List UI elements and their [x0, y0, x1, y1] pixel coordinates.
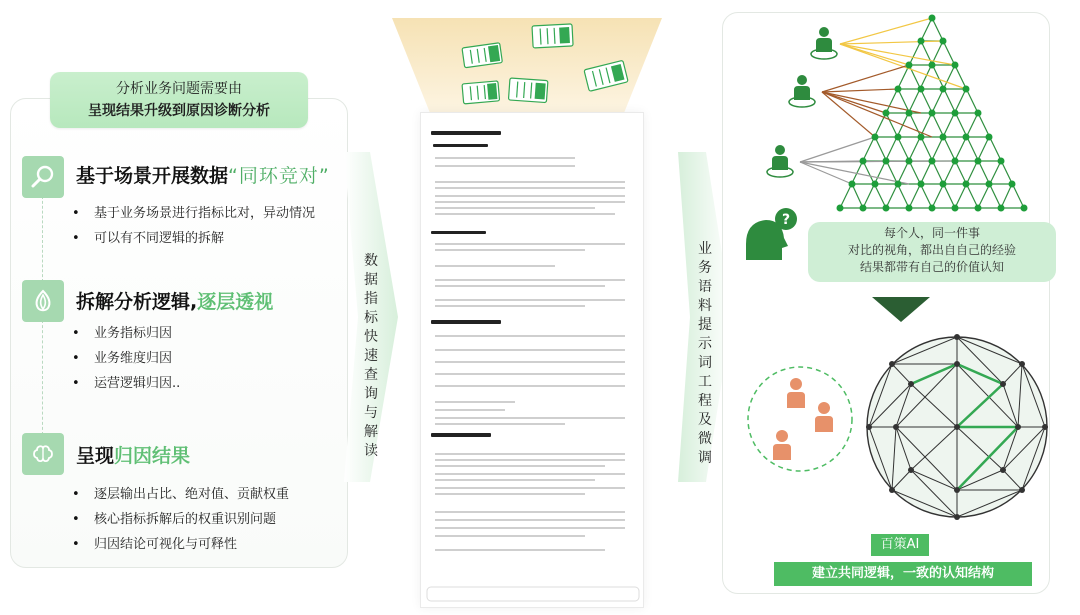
list-item: • 业务维度归因: [68, 346, 180, 371]
list-item: • 逐层输出占比、绝对值、贡献权重: [68, 482, 289, 507]
analysis-report-document: [420, 112, 644, 608]
speech-line-1: 每个人，同一件事: [883, 226, 980, 240]
list-item: • 基于业务场景进行指标比对，异动情况: [68, 201, 315, 226]
list-item: • 归因结论可视化与可释性: [68, 532, 289, 557]
section-title-prefix: 拆解分析逻辑,: [76, 291, 198, 313]
section-connector: [42, 320, 43, 435]
section-title-breakdown: [76, 287, 273, 314]
onion-icon: [22, 280, 64, 322]
bullet-list-breakdown: [68, 321, 180, 396]
person-icon: [789, 75, 815, 107]
lattice-nodes: [837, 15, 1028, 212]
perspective-illustration: [722, 12, 1050, 594]
conclusion-banner: 建立共同逻辑，一致的认知结构: [774, 562, 1032, 586]
perspective-speech-bubble: [808, 222, 1056, 282]
data-card-icon: [532, 24, 573, 48]
person-icon: [787, 378, 805, 408]
list-item: • 可以有不同逻辑的拆解: [68, 226, 315, 251]
speech-line-2: 对比的视角，都出自自己的经验: [847, 243, 1016, 257]
section-title-attribution: [76, 441, 190, 468]
section-title-highlight: 逐层透视: [197, 291, 274, 313]
arrow-text-left: 数据指标快速查询与解读: [364, 253, 378, 459]
bullet-list-attribution: [68, 482, 289, 557]
section-title-scenario: [76, 161, 330, 188]
section-title-prefix: 基于场景开展数据: [76, 165, 229, 187]
down-arrow-icon: [872, 297, 930, 322]
magnifier-icon: [22, 156, 64, 198]
data-card-icon: [462, 81, 500, 104]
data-funnel: [392, 18, 662, 118]
observer-person-icons: [767, 27, 837, 177]
person-icon: [773, 430, 791, 460]
team-person-icons: [773, 378, 833, 460]
list-item: • 核心指标拆解后的权重识别问题: [68, 507, 289, 532]
thinking-head-icon: [746, 208, 797, 260]
brain-icon: [22, 433, 64, 475]
section-title-prefix: 呈现: [76, 445, 115, 467]
svg-text:?: ?: [781, 212, 791, 228]
header-line-1: 分析业务问题需要由: [116, 81, 242, 97]
list-item: • 业务指标归因: [68, 321, 180, 346]
report-placeholder-lines: [421, 113, 644, 608]
person-icon: [811, 27, 837, 59]
speech-line-3: 结果都带有自己的价值认知: [859, 260, 1004, 274]
data-query-arrow: [344, 152, 398, 482]
header-box: [50, 72, 308, 128]
list-item: • 运营逻辑归因..: [68, 371, 180, 396]
data-card-icon: [508, 78, 547, 103]
geodesic-sphere: [866, 334, 1048, 520]
bullet-list-scenario: [68, 201, 315, 251]
section-title-highlight: “同环竞对”: [228, 165, 330, 187]
arrow-text-right: 业务语料提示词工程及微调: [698, 241, 712, 466]
section-connector: [42, 196, 43, 282]
brand-label: 百策AI: [871, 534, 929, 556]
header-line-2: 呈现结果升级到原因诊断分析: [88, 103, 270, 119]
person-icon: [767, 145, 793, 177]
person-icon: [815, 402, 833, 432]
section-title-highlight: 归因结果: [114, 445, 191, 467]
